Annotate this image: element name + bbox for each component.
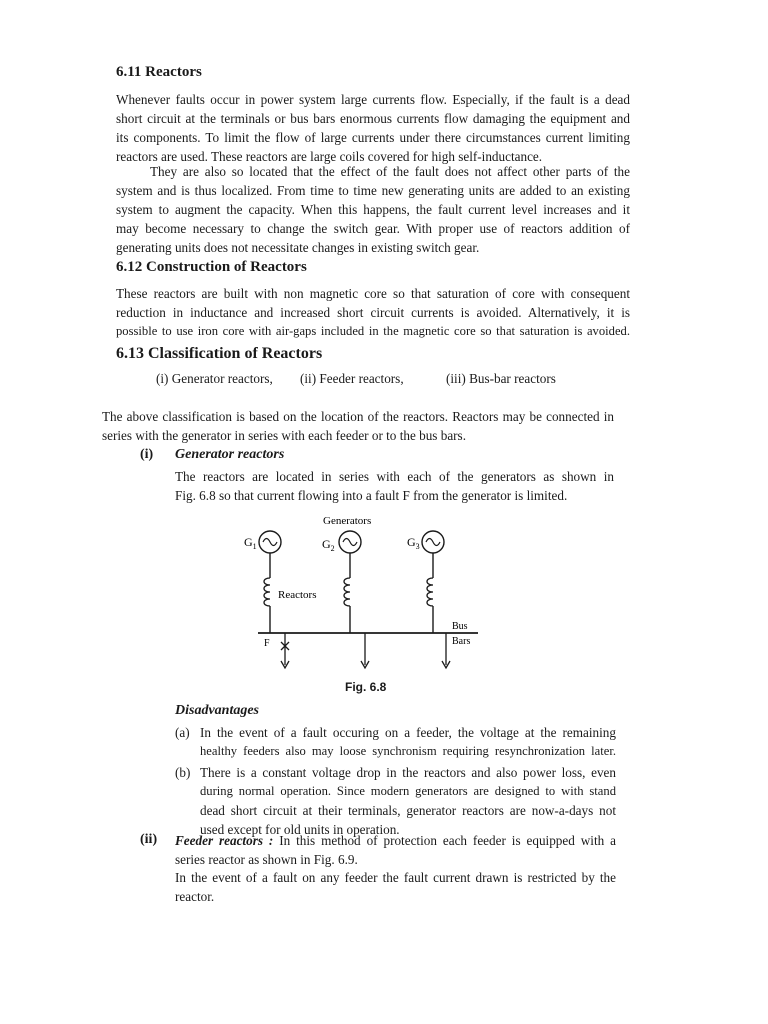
sub-ii-number: (ii) (140, 832, 158, 847)
feeder (361, 633, 369, 668)
sub-ii-paragraph-1 (175, 831, 616, 869)
figure-caption: Fig. 6.8 (345, 680, 387, 694)
text-line: during normal operation. Since modern generators are designed to with stand (200, 784, 616, 798)
feeder (442, 633, 450, 668)
classification-item-1: (i) Generator reactors, (156, 371, 273, 386)
classification-item-2: (ii) Feeder reactors, (300, 371, 404, 386)
text-line: reactor. (175, 889, 215, 904)
text-line: They are also so located that the effect of the fault does not affect other parts of the (150, 164, 630, 179)
reactors-label: Reactors (278, 589, 317, 601)
bus-label: Bus (452, 621, 468, 632)
section-6-13-heading: 6.13 Classification of Reactors (116, 345, 323, 362)
figure-6-8-diagram (230, 508, 490, 673)
text-line: In the event of a fault occuring on a feeder, the voltage at the remaining (200, 725, 616, 740)
section-6-12-paragraph (116, 284, 630, 341)
sub-i-paragraph (175, 467, 614, 505)
sine-wave-icon (343, 539, 357, 546)
sub-ii-paragraph-2 (175, 868, 616, 906)
feeder-with-fault (281, 633, 289, 668)
text-line: The reactors are located in series with each of the generators as shown in (175, 469, 614, 484)
generator-g1 (244, 531, 281, 633)
text-line: dead short circuit at their terminals, generator reactors are now-a-days not (200, 803, 616, 818)
text-line: may become necessary to change the switch gear. With proper use of reactors addition of (116, 221, 630, 236)
text-line: There is a constant voltage drop in the reactors and also power loss, even (200, 765, 616, 780)
g2-label: $G_2$ (322, 537, 335, 553)
disadvantage-a-text (200, 723, 616, 761)
section-6-11-paragraph-1 (116, 90, 630, 166)
text-line: its components. To limit the flow of large currents under there circumstances current limiting (116, 130, 630, 145)
disadvantage-a-label: (a) (175, 725, 190, 740)
text-line: series reactor as shown in Fig. 6.9. (175, 852, 358, 867)
text-line: generating units does not necessitate changes in existing switch gear. (116, 240, 480, 255)
sub-ii-title: Feeder reactors : (175, 833, 274, 848)
text-line: short circuit at the terminals or bus bars enormous currents flow damaging the equipment and (116, 111, 630, 126)
classification-item-3: (iii) Bus-bar reactors (446, 371, 556, 386)
text-line: possible to use iron core with air-gaps included in the magnetic core so that saturation is avoided. (116, 324, 630, 338)
text-line: In the event of a fault on any feeder the fault current drawn is restricted by the (175, 870, 616, 885)
text-line: system and is thus localized. From time to time new generating units are added to an existing (116, 183, 630, 198)
generators-label: Generators (323, 515, 372, 527)
bars-label: Bars (452, 636, 471, 647)
text-line: These reactors are built with non magnetic core so that saturation of core with consequent (116, 286, 630, 301)
text-line: The above classification is based on the location of the reactors. Reactors may be connected in (102, 409, 614, 424)
g3-label: $G_3$ (407, 535, 420, 551)
disadvantages-heading: Disadvantages (175, 703, 259, 718)
sub-i-number: (i) (140, 447, 154, 462)
generator-g2 (322, 531, 361, 633)
text-line: Whenever faults occur in power system large currents flow. Especially, if the fault is a dead (116, 92, 630, 107)
sine-wave-icon (426, 539, 440, 546)
generator-g3 (407, 531, 444, 633)
disadvantage-b-label: (b) (175, 765, 191, 780)
text-line: Fig. 6.8 so that current flowing into a fault F from the generator is limited. (175, 488, 568, 503)
text-line: series with the generator in series with each feeder or to the bus bars. (102, 428, 466, 443)
disadvantage-b-text (200, 763, 616, 839)
classification-paragraph (102, 407, 614, 445)
sub-i-title: Generator reactors (175, 447, 285, 462)
section-6-12-heading: 6.12 Construction of Reactors (116, 259, 307, 275)
text-line: healthy feeders also may loose synchronism requiring resynchronization later. (200, 744, 616, 758)
text-line: system to augment the capacity. When this happens, the fault current level increases and it (116, 202, 630, 217)
reactor-coil-icon (264, 578, 270, 606)
text-line: used except for old units in operation. (200, 822, 400, 837)
sub-ii-line-1: In this method of protection each feeder is equipped with a (273, 833, 616, 848)
text-line (175, 831, 616, 850)
text-line: reactors are used. These reactors are large coils covered for high self-inductance. (116, 149, 543, 164)
section-6-11-paragraph-2 (116, 162, 630, 257)
sine-wave-icon (263, 539, 277, 546)
fault-label: F (264, 638, 270, 649)
reactor-coil-icon (344, 578, 350, 606)
g1-label: $G_1$ (244, 535, 257, 551)
reactor-coil-icon (427, 578, 433, 606)
section-6-11-heading: 6.11 Reactors (116, 64, 202, 80)
text-line: reduction in inductance and increased short circuit currents is avoided. Alternatively, it is (116, 305, 630, 320)
